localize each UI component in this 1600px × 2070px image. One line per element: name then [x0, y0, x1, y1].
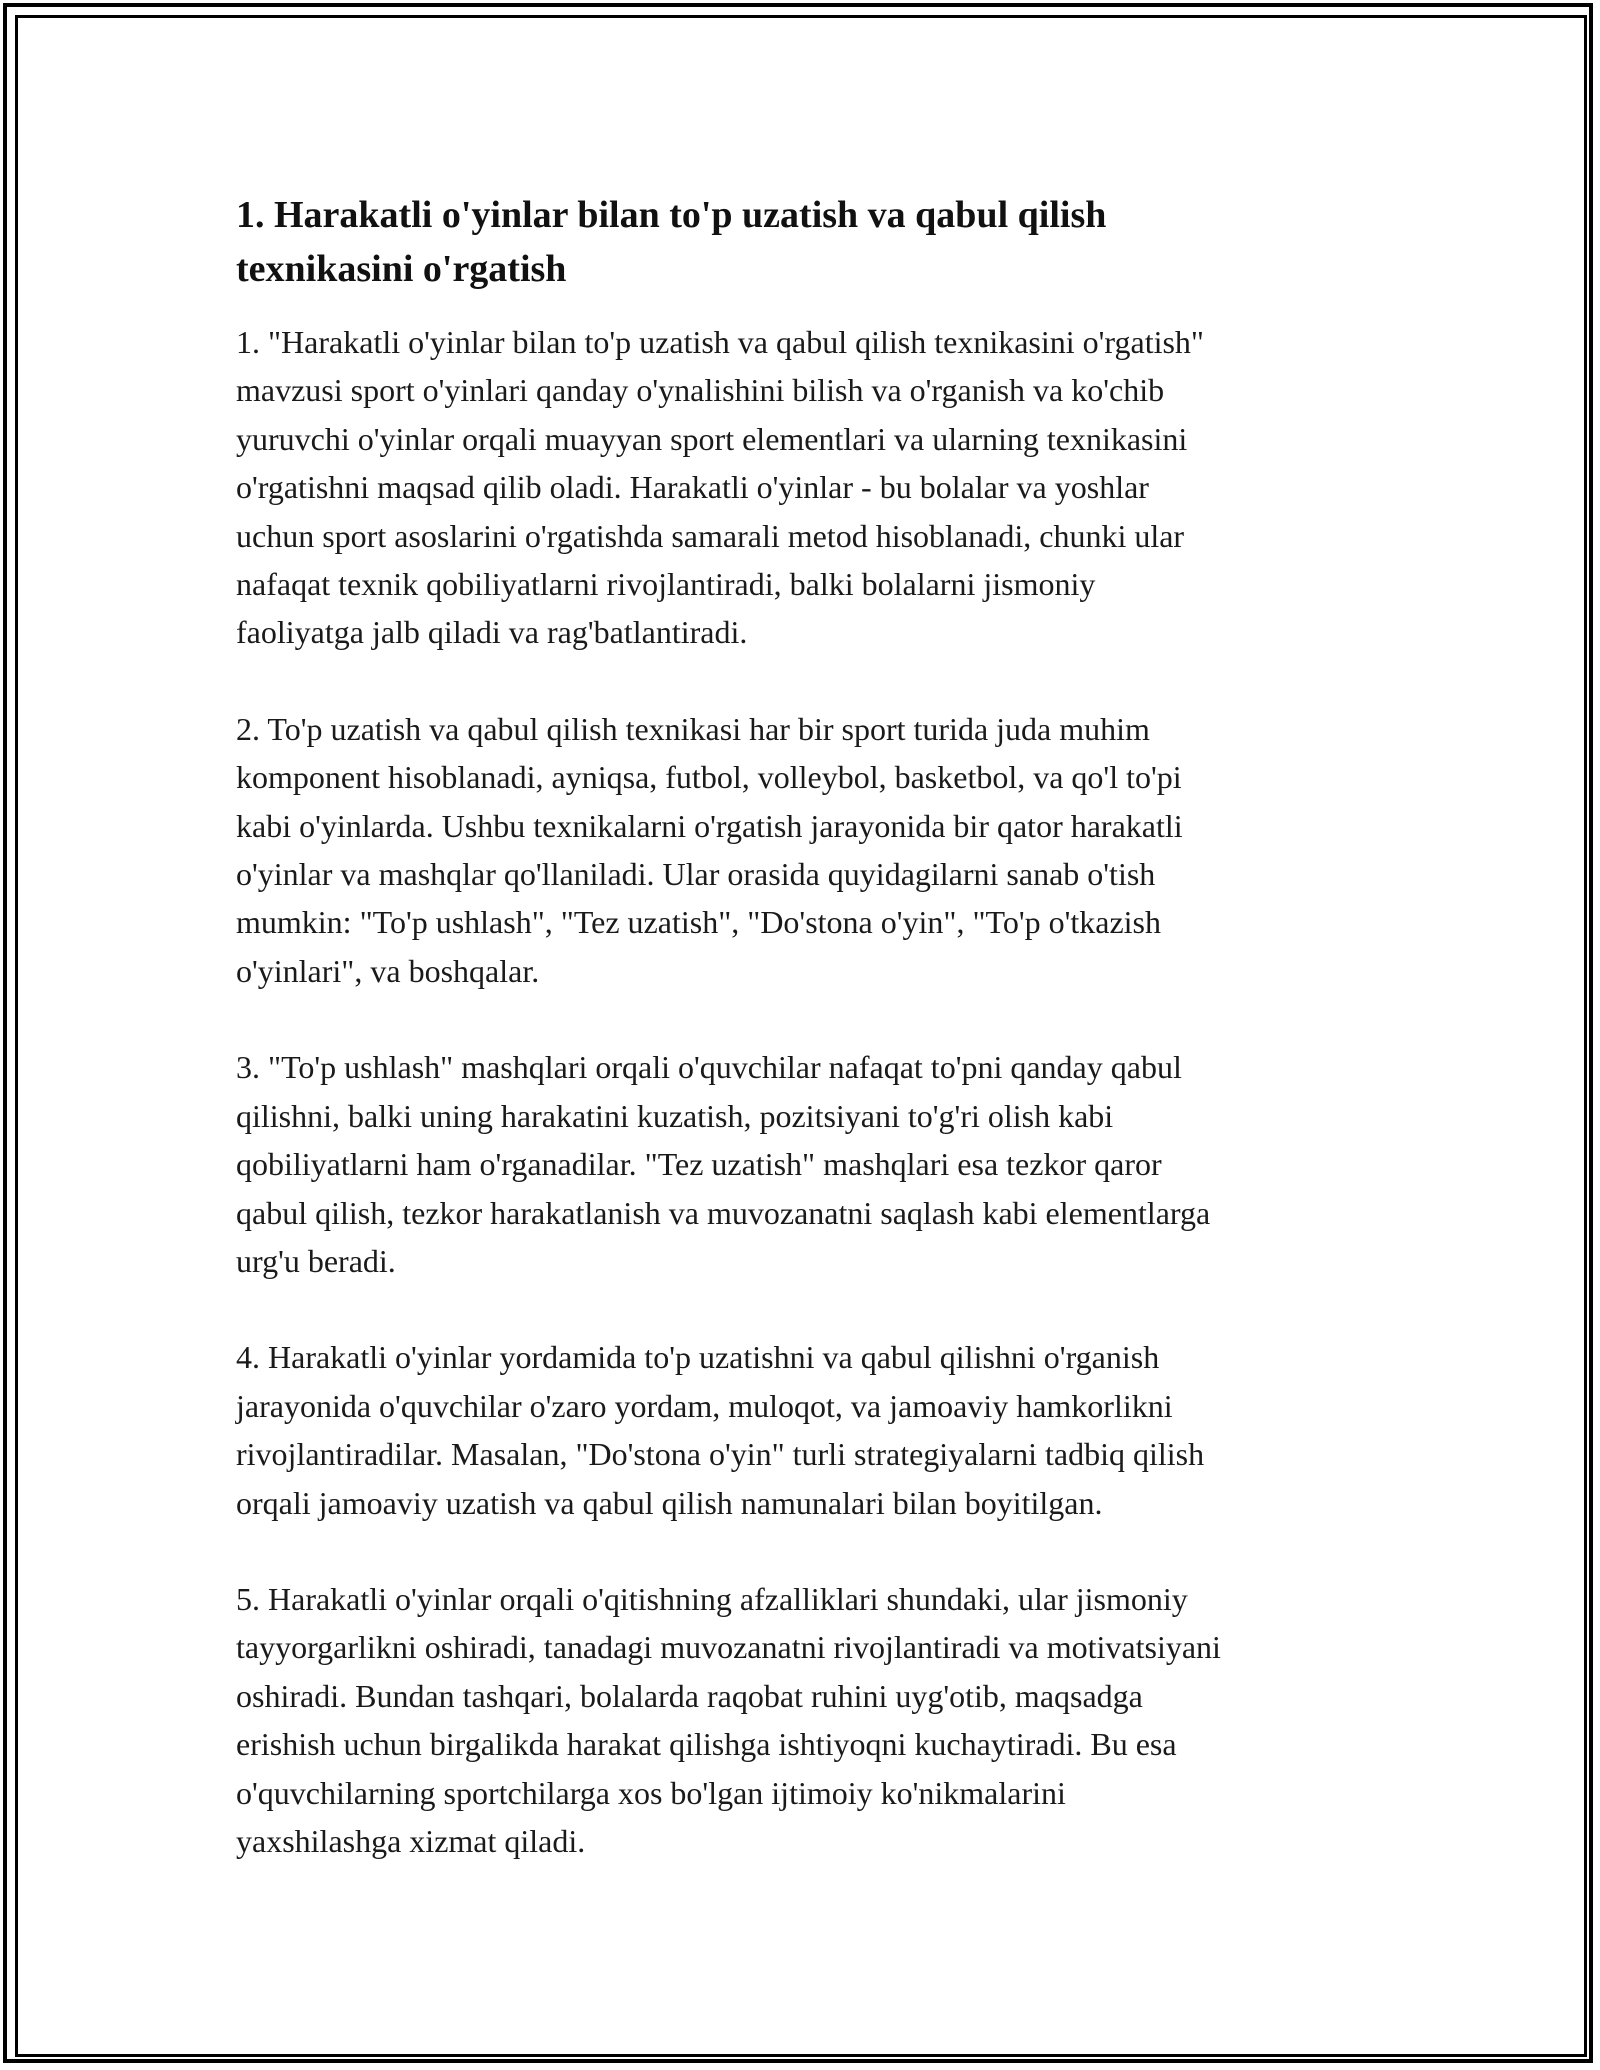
paragraph-line: qabul qilish, tezkor harakatlanish va muvozanatni saqlash kabi elementlarga: [236, 1194, 1211, 1231]
paragraph-line: nafaqat texnik qobiliyatlarni rivojlantiradi, balki bolalarni jismoniy: [236, 566, 1096, 603]
document-body: [236, 188, 1386, 1865]
paragraph-line: jarayonida o'quvchilar o'zaro yordam, muloqot, va jamoaviy hamkorlikni: [236, 1387, 1173, 1424]
paragraph-line: qobiliyatlarni ham o'rganadilar. "Tez uzatish" mashqlari esa tezkor qaror: [236, 1146, 1162, 1183]
paragraph-line: o'rgatishni maqsad qilib oladi. Harakatli o'yinlar - bu bolalar va yoshlar: [236, 469, 1149, 506]
paragraph-line: qilishni, balki uning harakatini kuzatish, pozitsiyani to'g'ri olish kabi: [236, 1097, 1114, 1134]
paragraph-line: tayyorgarlikni oshiradi, tanadagi muvozanatni rivojlantiradi va motivatsiyani: [236, 1629, 1221, 1666]
paragraph-line: oshiradi. Bundan tashqari, bolalarda raqobat ruhini uyg'otib, maqsadga: [236, 1677, 1143, 1714]
document-title-line: texnikasini o'rgatish: [236, 248, 567, 290]
paragraph-line: urg'u beradi.: [236, 1242, 396, 1279]
paragraph-line: 1. "Harakatli o'yinlar bilan to'p uzatish va qabul qilish texnikasini o'rgatish": [236, 324, 1204, 360]
paragraph-5: [236, 1575, 1386, 1865]
document-title-line: 1. Harakatli o'yinlar bilan to'p uzatish va qabul qilish: [236, 194, 1107, 236]
paragraph-1: [236, 318, 1386, 657]
paragraph-3: [236, 1043, 1386, 1285]
paragraph-line: o'quvchilarning sportchilarga xos bo'lgan ijtimoiy ko'nikmalarini: [236, 1774, 1066, 1811]
paragraph-line: kabi o'yinlarda. Ushbu texnikalarni o'rgatish jarayonida bir qator harakatli: [236, 807, 1183, 844]
paragraph-line: orqali jamoaviy uzatish va qabul qilish namunalari bilan boyitilgan.: [236, 1484, 1103, 1521]
paragraph-line: 3. "To'p ushlash" mashqlari orqali o'quvchilar nafaqat to'pni qanday qabul: [236, 1049, 1182, 1086]
paragraph-line: o'yinlari", va boshqalar.: [236, 952, 540, 989]
paragraph-line: 2. To'p uzatish va qabul qilish texnikasi har bir sport turida juda muhim: [236, 710, 1150, 747]
paragraph-line: mumkin: "To'p ushlash", "Tez uzatish", "Do'stona o'yin", "To'p o'tkazish: [236, 904, 1161, 941]
paragraph-line: mavzusi sport o'yinlari qanday o'ynalishini bilish va o'rganish va ko'chib: [236, 372, 1165, 409]
paragraph-line: faoliyatga jalb qiladi va rag'batlantiradi.: [236, 614, 748, 651]
paragraph-line: komponent hisoblanadi, ayniqsa, futbol, volleybol, basketbol, va qo'l to'pi: [236, 759, 1182, 796]
paragraph-line: o'yinlar va mashqlar qo'llaniladi. Ular orasida quyidagilarni sanab o'tish: [236, 856, 1156, 893]
document-title: [236, 188, 1386, 296]
paragraph-line: yuruvchi o'yinlar orqali muayyan sport elementlari va ularning texnikasini: [236, 420, 1188, 457]
paragraph-line: uchun sport asoslarini o'rgatishda samarali metod hisoblanadi, chunki ular: [236, 517, 1185, 554]
paragraph-line: 4. Harakatli o'yinlar yordamida to'p uzatishni va qabul qilishni o'rganish: [236, 1339, 1160, 1376]
paragraph-line: 5. Harakatli o'yinlar orqali o'qitishning afzalliklari shundaki, ular jismoniy: [236, 1580, 1188, 1617]
paragraph-4: [236, 1333, 1386, 1527]
paragraph-line: rivojlantiradilar. Masalan, "Do'stona o'yin" turli strategiyalarni tadbiq qilish: [236, 1436, 1205, 1473]
paragraph-line: erishish uchun birgalikda harakat qilishga ishtiyoqni kuchaytiradi. Bu esa: [236, 1726, 1177, 1763]
paragraph-2: [236, 705, 1386, 995]
paragraph-line: yaxshilashga xizmat qiladi.: [236, 1822, 586, 1859]
